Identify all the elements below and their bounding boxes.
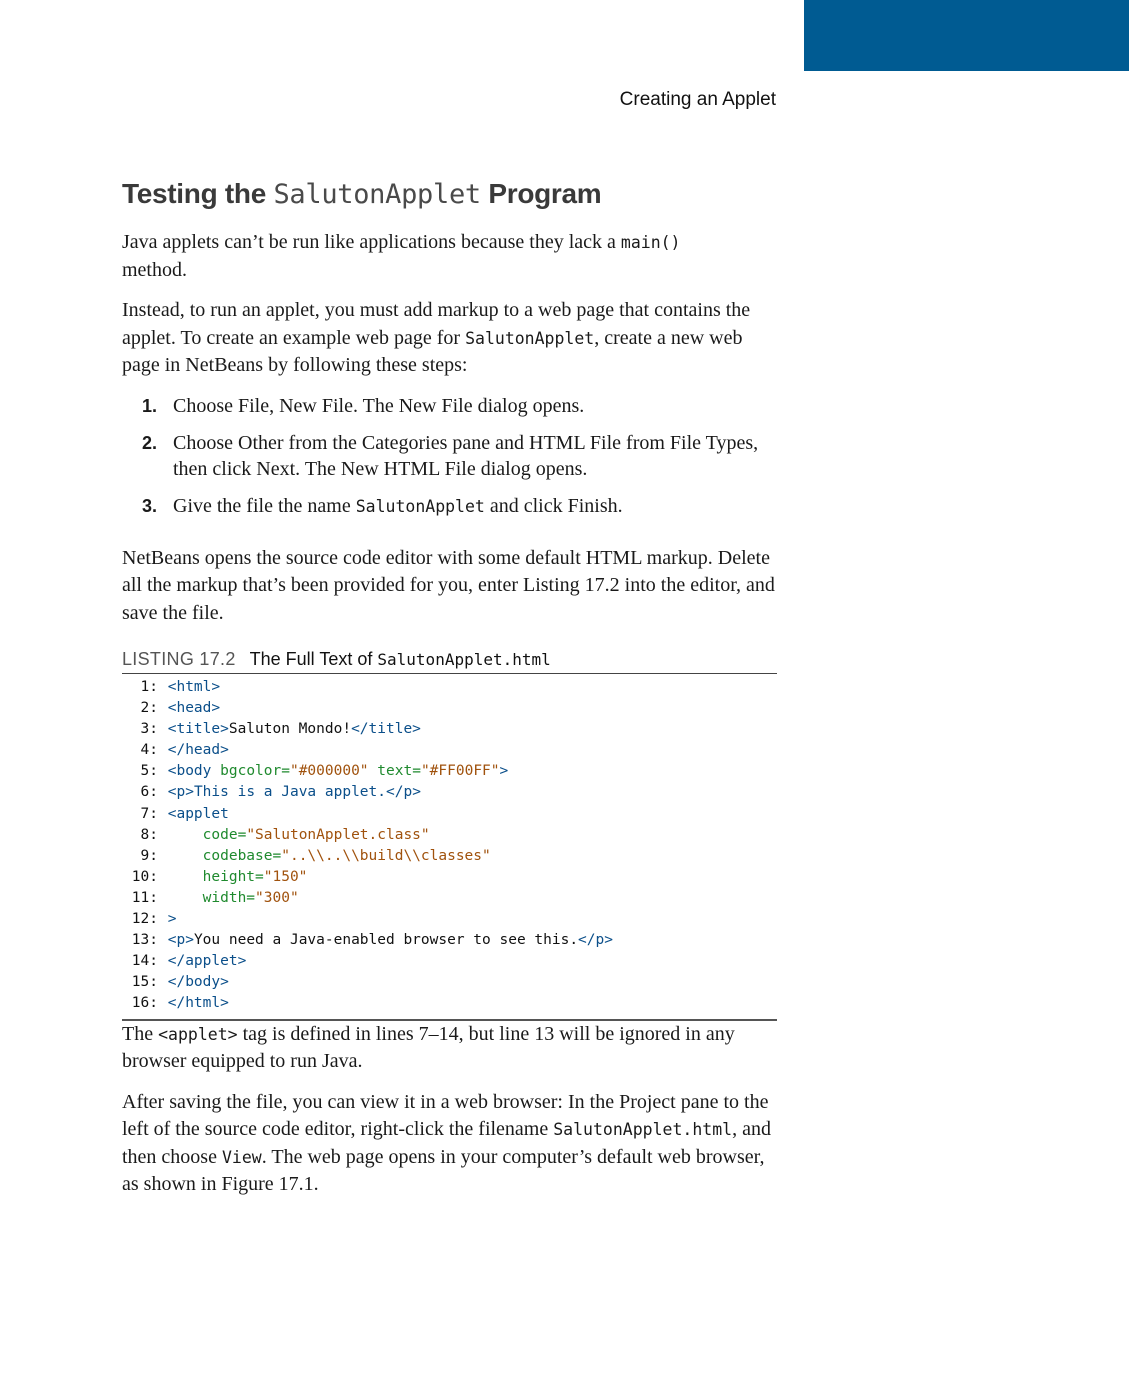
listing-label: LISTING 17.2: [122, 649, 236, 669]
code-token: bgcolor=: [220, 763, 290, 780]
code-token: <body: [167, 763, 221, 780]
code-token: codebase=: [167, 847, 282, 864]
listing-caption: [122, 649, 777, 674]
step-item: [142, 430, 782, 482]
step-text: Choose File, New File. The New File dialog opens.: [173, 394, 585, 417]
line-number: 1:: [140, 679, 158, 695]
code-line: [122, 761, 777, 782]
line-number: 5:: [140, 763, 158, 780]
code-token: height=: [167, 868, 264, 885]
code-token: </body>: [167, 974, 229, 991]
line-number: 7:: [140, 805, 158, 822]
title-code: SalutonApplet: [273, 179, 481, 210]
code-token: text=: [368, 763, 421, 780]
code-line: [122, 698, 777, 719]
p2-text: Instead, to run an applet, you must add markup to a web page that contains the applet. To create an example web page for: [122, 299, 751, 349]
code-token: "300": [255, 889, 299, 906]
code-token: You need a Java-enabled browser to see this.: [193, 932, 579, 949]
code-line: [122, 888, 777, 909]
p2-end: , create a new web page in NetBeans by following these steps:: [122, 326, 743, 376]
step-text: Give the file the name: [173, 494, 356, 517]
code-line: [122, 972, 777, 993]
code-token: <applet: [167, 805, 229, 822]
p4-end: tag is defined in lines 7–14, but line 13 will be ignored in any browser equipped to run Java.: [122, 1022, 735, 1072]
listing-title: The Full Text of: [249, 649, 378, 669]
code-line: [122, 719, 777, 740]
running-head: Creating an Applet: [619, 89, 776, 110]
line-number: 13:: [131, 932, 158, 949]
line-number: 6:: [140, 784, 158, 801]
line-number: 2:: [140, 700, 158, 717]
step-text-end: and click Finish.: [484, 494, 623, 517]
p5-mid: , and then choose: [122, 1118, 771, 1168]
code-token: </title>: [351, 721, 421, 738]
page-content: [122, 174, 782, 1212]
section-title: [122, 174, 782, 215]
code-token: <p>: [167, 784, 194, 801]
p1-code: main(): [620, 233, 681, 252]
steps-list: [122, 393, 782, 520]
paragraph-3: NetBeans opens the source code editor with some default HTML markup. Delete all the markup that’s been provided for you, enter Listing 17.2 into the editor, and save the file.: [122, 546, 775, 624]
p4-start: The: [122, 1022, 159, 1045]
code-token: "#FF00FF": [420, 763, 500, 780]
line-number: 3:: [140, 721, 158, 738]
code-token: <head>: [167, 700, 221, 717]
line-number: 9:: [140, 847, 158, 864]
line-number: 15:: [131, 974, 158, 991]
code-token: "#000000": [289, 763, 369, 780]
line-number: 4:: [140, 742, 158, 759]
code-token: "150": [263, 868, 308, 885]
code-token: width=: [167, 889, 256, 906]
p5-code-filename: SalutonApplet.html: [553, 1120, 733, 1139]
code-line: [122, 782, 777, 803]
code-line: [122, 740, 777, 761]
step-code: SalutonApplet: [355, 496, 485, 516]
code-token: "..\\..\\build\\classes": [281, 847, 491, 864]
code-line: [122, 867, 777, 888]
code-token: </p>: [386, 784, 421, 801]
code-line: [122, 677, 777, 698]
code-token: </applet>: [167, 953, 247, 970]
p5-code-view: View: [221, 1147, 262, 1167]
code-token: <p>: [167, 932, 194, 949]
p2-code: SalutonApplet: [465, 328, 595, 348]
code-token: </p>: [578, 932, 613, 949]
line-number: 12:: [131, 911, 158, 928]
step-item: [142, 393, 782, 419]
p5-end: . The web page opens in your computer’s default web browser, as shown in Figure 17.1.: [122, 1145, 765, 1195]
code-line: [122, 951, 777, 972]
code-token: <title>: [167, 721, 229, 738]
paragraph-1: [122, 229, 782, 284]
step-item: [142, 493, 782, 520]
step-number: 3.: [142, 495, 158, 516]
code-token: Saluton Mondo!: [228, 721, 352, 738]
code-token: <html>: [167, 679, 221, 695]
code-line: [122, 804, 777, 825]
line-number: 11:: [131, 889, 158, 906]
p5-text: After saving the file, you can view it in a web browser: In the Project pane to the left of the source code editor, right-click the filename: [122, 1090, 769, 1140]
code-token: >: [499, 763, 509, 780]
code-token: code=: [167, 826, 247, 843]
code-token: >: [167, 911, 177, 928]
line-number: 16:: [131, 995, 158, 1012]
code-token: "SalutonApplet.class": [246, 826, 430, 843]
code-token: </head>: [167, 742, 229, 759]
code-line: [122, 846, 777, 867]
paragraph-5: [122, 1089, 782, 1199]
listing-filename: SalutonApplet.html: [377, 650, 551, 669]
code-line: [122, 909, 777, 930]
paragraph-4: [122, 1021, 782, 1076]
code-line: [122, 825, 777, 846]
code-token: </html>: [167, 995, 229, 1012]
p4-code: <applet>: [158, 1024, 238, 1044]
line-number: 14:: [131, 953, 158, 970]
p1-end: method.: [122, 258, 187, 281]
corner-color-block: [804, 0, 1129, 71]
title-part-2: Program: [480, 178, 602, 209]
step-number: 2.: [142, 432, 158, 453]
step-number: 1.: [142, 395, 158, 416]
code-listing: [122, 674, 777, 1021]
line-number: 10:: [131, 868, 158, 885]
line-number: 8:: [140, 826, 158, 843]
code-line: [122, 993, 777, 1014]
title-part-1: Testing the: [122, 178, 274, 209]
code-token: This is a Java applet.: [193, 784, 386, 801]
paragraph-2: [122, 297, 782, 380]
step-text: Choose Other from the Categories pane and HTML File from File Types, then click Next. The New HTML File dialog opens.: [173, 431, 759, 480]
code-line: [122, 930, 777, 951]
p1-text: Java applets can’t be run like applications because they lack a: [122, 231, 621, 253]
